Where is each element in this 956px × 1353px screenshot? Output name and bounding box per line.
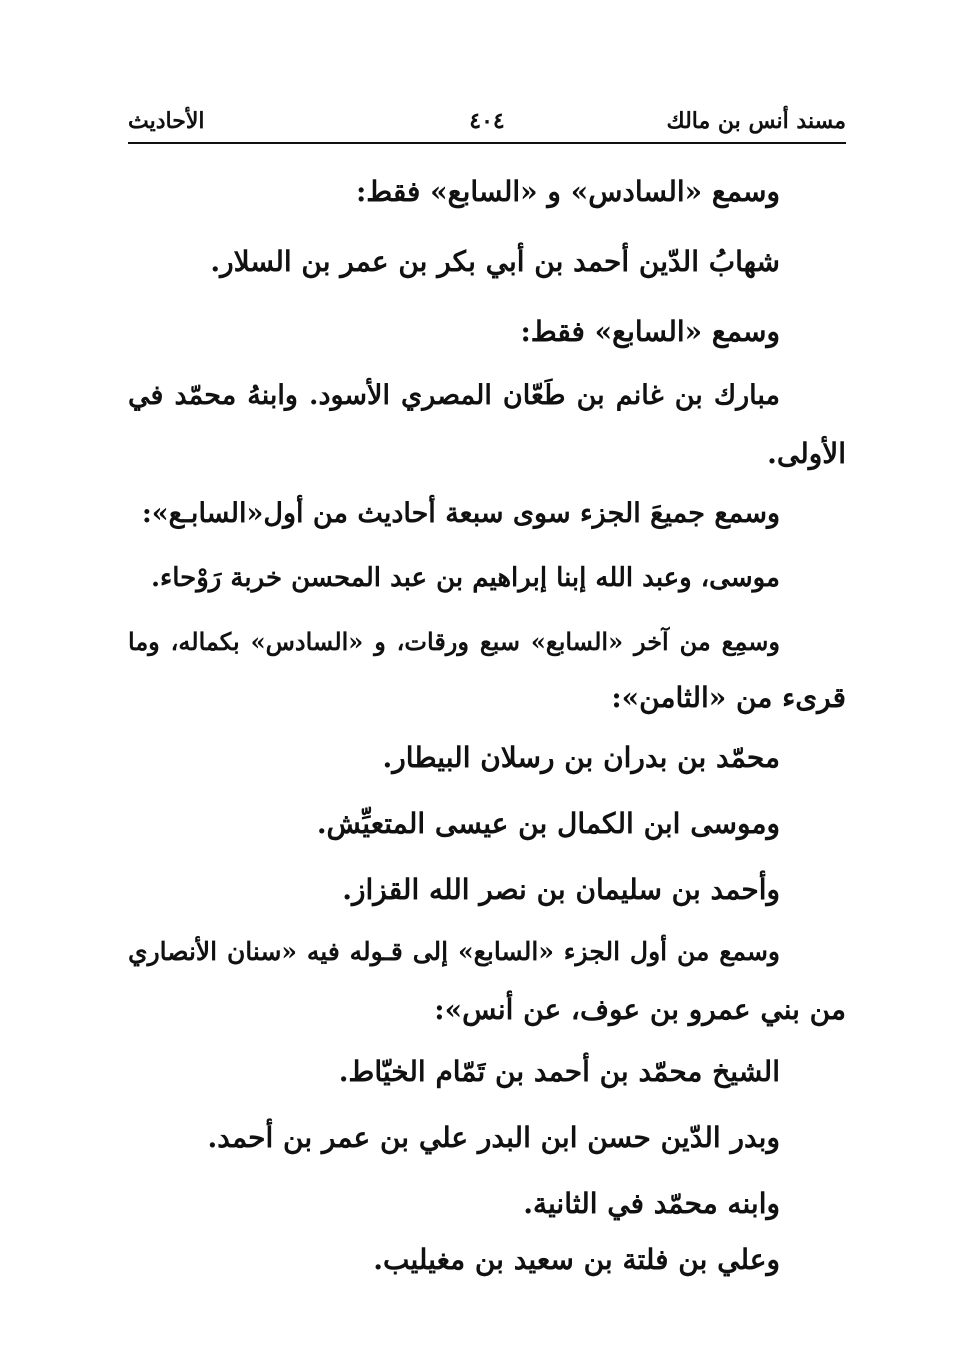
- text-line: وابنه محمّد في الثانية.: [523, 1187, 780, 1220]
- text-line: شهابُ الدّين أحمد بن أبي بكر بن عمر بن السلار.: [210, 245, 780, 278]
- text-line: وسمِع من آخر «السابع» سبع ورقات، و «السادس» بكماله، وما: [128, 627, 780, 656]
- text-line: الأولى.: [767, 437, 846, 470]
- text-line: وعلي بن فلتة بن سعيد بن مغيليب.: [373, 1243, 780, 1276]
- text-line: من بني عمرو بن عوف، عن أنس»:: [434, 993, 846, 1026]
- text-line: موسى، وعبد الله إبنا إبراهيم بن عبد المحسن خربة رَوْحاء.: [150, 563, 780, 593]
- text-line: قرىء من «الثامن»:: [611, 681, 846, 714]
- book-title: مسند أنس بن مالك: [666, 108, 846, 134]
- page-number: ٤٠٤: [469, 108, 505, 134]
- text-line: مبارك بن غانم بن طَعّان المصري الأسود. وابنهُ محمّد في: [128, 380, 780, 411]
- text-line: الشيخ محمّد بن أحمد بن تَمّام الخيّاط.: [338, 1055, 780, 1088]
- section-title: الأحاديث: [128, 108, 205, 134]
- text-line: وسمع «السابع» فقط:: [520, 315, 780, 348]
- text-line: محمّد بن بدران بن رسلان البيطار.: [382, 741, 780, 774]
- text-line: وموسى ابن الكمال بن عيسى المتعيِّش.: [316, 807, 780, 840]
- running-header: [128, 104, 846, 144]
- text-line: وسمع من أول الجزء «السابع» إلى قـوله فيه «سنان الأنصاري: [128, 937, 780, 966]
- text-line: وأحمد بن سليمان بن نصر الله القزاز.: [342, 873, 780, 906]
- text-line: وسمع «السادس» و «السابع» فقط:: [355, 175, 780, 208]
- text-line: وسمع جميعَ الجزء سوى سبعة أحاديث من أول«السابـع»:: [141, 498, 780, 529]
- text-line: وبدر الدّين حسن ابن البدر علي بن عمر بن أحمد.: [207, 1121, 780, 1154]
